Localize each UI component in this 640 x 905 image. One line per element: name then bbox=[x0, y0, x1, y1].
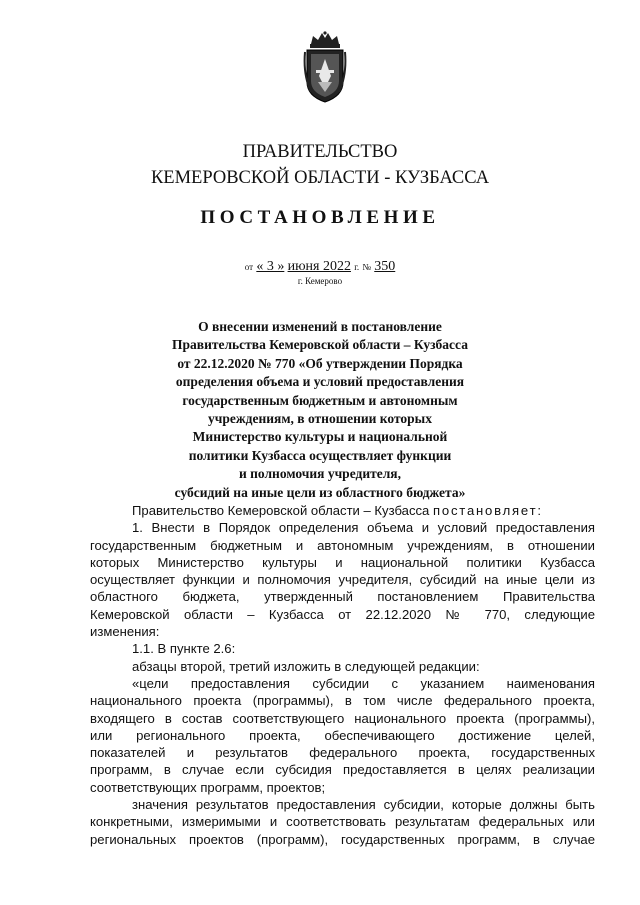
city-label: г. Кемерово bbox=[297, 276, 343, 286]
document-number: 350 bbox=[374, 259, 396, 274]
paragraph-line: 1.1. В пункте 2.6: bbox=[132, 641, 236, 657]
heading-line: и полномочия учредителя, bbox=[238, 466, 401, 482]
paragraph-line: изменения: bbox=[90, 624, 160, 640]
date-year-suffix: г. bbox=[354, 262, 360, 272]
heading-line: учреждениям, в отношении которых bbox=[208, 411, 432, 427]
date-prefix: от bbox=[244, 262, 254, 272]
document-heading bbox=[0, 318, 640, 502]
heading-line: государственным бюджетным и автономным bbox=[182, 392, 458, 408]
paragraph-line: областного бюджета, утвержденный постановлением Правительства bbox=[90, 589, 595, 605]
heading-line: определения объема и условий предоставления bbox=[175, 374, 465, 390]
date-month-year: июня 2022 bbox=[287, 259, 351, 274]
paragraph-line: входящего в состав соответствующего национального проекта (программы), bbox=[90, 710, 595, 726]
paragraph-line: абзацы второй, третий изложить в следующей редакции: bbox=[132, 658, 480, 674]
date-day: « 3 » bbox=[256, 259, 285, 274]
heading-line: Министерство культуры и национальной bbox=[192, 429, 448, 445]
heading-line: от 22.12.2020 № 770 «Об утверждении Порядка bbox=[177, 355, 463, 371]
intro-resolves: постановляет: bbox=[432, 503, 543, 518]
paragraph-line: программ, в случае если субсидия предоставляется в целях реализации bbox=[90, 762, 595, 778]
document-dateline bbox=[0, 258, 640, 275]
document-type-title: ПОСТАНОВЛЕНИЕ bbox=[200, 207, 440, 228]
paragraph-line: «цели предоставления субсидии с указанием наименования bbox=[132, 675, 595, 691]
paragraph-line: значения результатов предоставления субсидии, которые должны быть bbox=[132, 797, 595, 813]
paragraph-line: которых Министерство культуры и национальной политики Кузбасса bbox=[90, 554, 595, 570]
heading-line: субсидий на иные цели из областного бюджета» bbox=[174, 484, 466, 500]
paragraph-line: или регионального проекта, обеспечивающего достижение целей, bbox=[90, 727, 595, 743]
paragraph-line: соответствующих программ, проектов; bbox=[90, 779, 326, 795]
government-name-line1: ПРАВИТЕЛЬСТВО bbox=[242, 142, 398, 162]
paragraph-line: конкретными, измеримыми и соответствовать результатам федеральных или bbox=[90, 814, 595, 830]
document-body bbox=[90, 502, 595, 848]
paragraph-line: государственным бюджетным и автономным учреждениям, в отношении bbox=[90, 537, 595, 553]
paragraph-line: осуществляет функции и полномочия учредителя, субсидий на иные цели из bbox=[90, 572, 595, 588]
paragraph-line: 1. Внести в Порядок определения объема и условий предоставления bbox=[132, 520, 595, 536]
government-name-line2: КЕМЕРОВСКОЙ ОБЛАСТИ - КУЗБАССА bbox=[150, 168, 490, 188]
paragraph-line: Кемеровской области – Кузбасса от 22.12.2020 № 770, следующие bbox=[90, 606, 595, 622]
paragraph-line: показателей и результатов федерального проекта, государственных bbox=[90, 745, 595, 761]
heading-line: Правительства Кемеровской области – Кузбасса bbox=[172, 337, 468, 353]
intro-text: Правительство Кемеровской области – Кузбасса bbox=[132, 503, 430, 518]
intro-paragraph bbox=[90, 502, 595, 519]
paragraph-line: региональных проектов (программ), государственных программ, в случае bbox=[90, 831, 595, 847]
number-sign: № bbox=[362, 262, 371, 272]
coat-of-arms-emblem bbox=[303, 30, 347, 104]
heading-line: О внесении изменений в постановление bbox=[198, 319, 442, 334]
paragraph-line: национального проекта (программы), в том числе федерального проекта, bbox=[90, 693, 595, 709]
heading-line: политики Кузбасса осуществляет функции bbox=[188, 447, 452, 463]
